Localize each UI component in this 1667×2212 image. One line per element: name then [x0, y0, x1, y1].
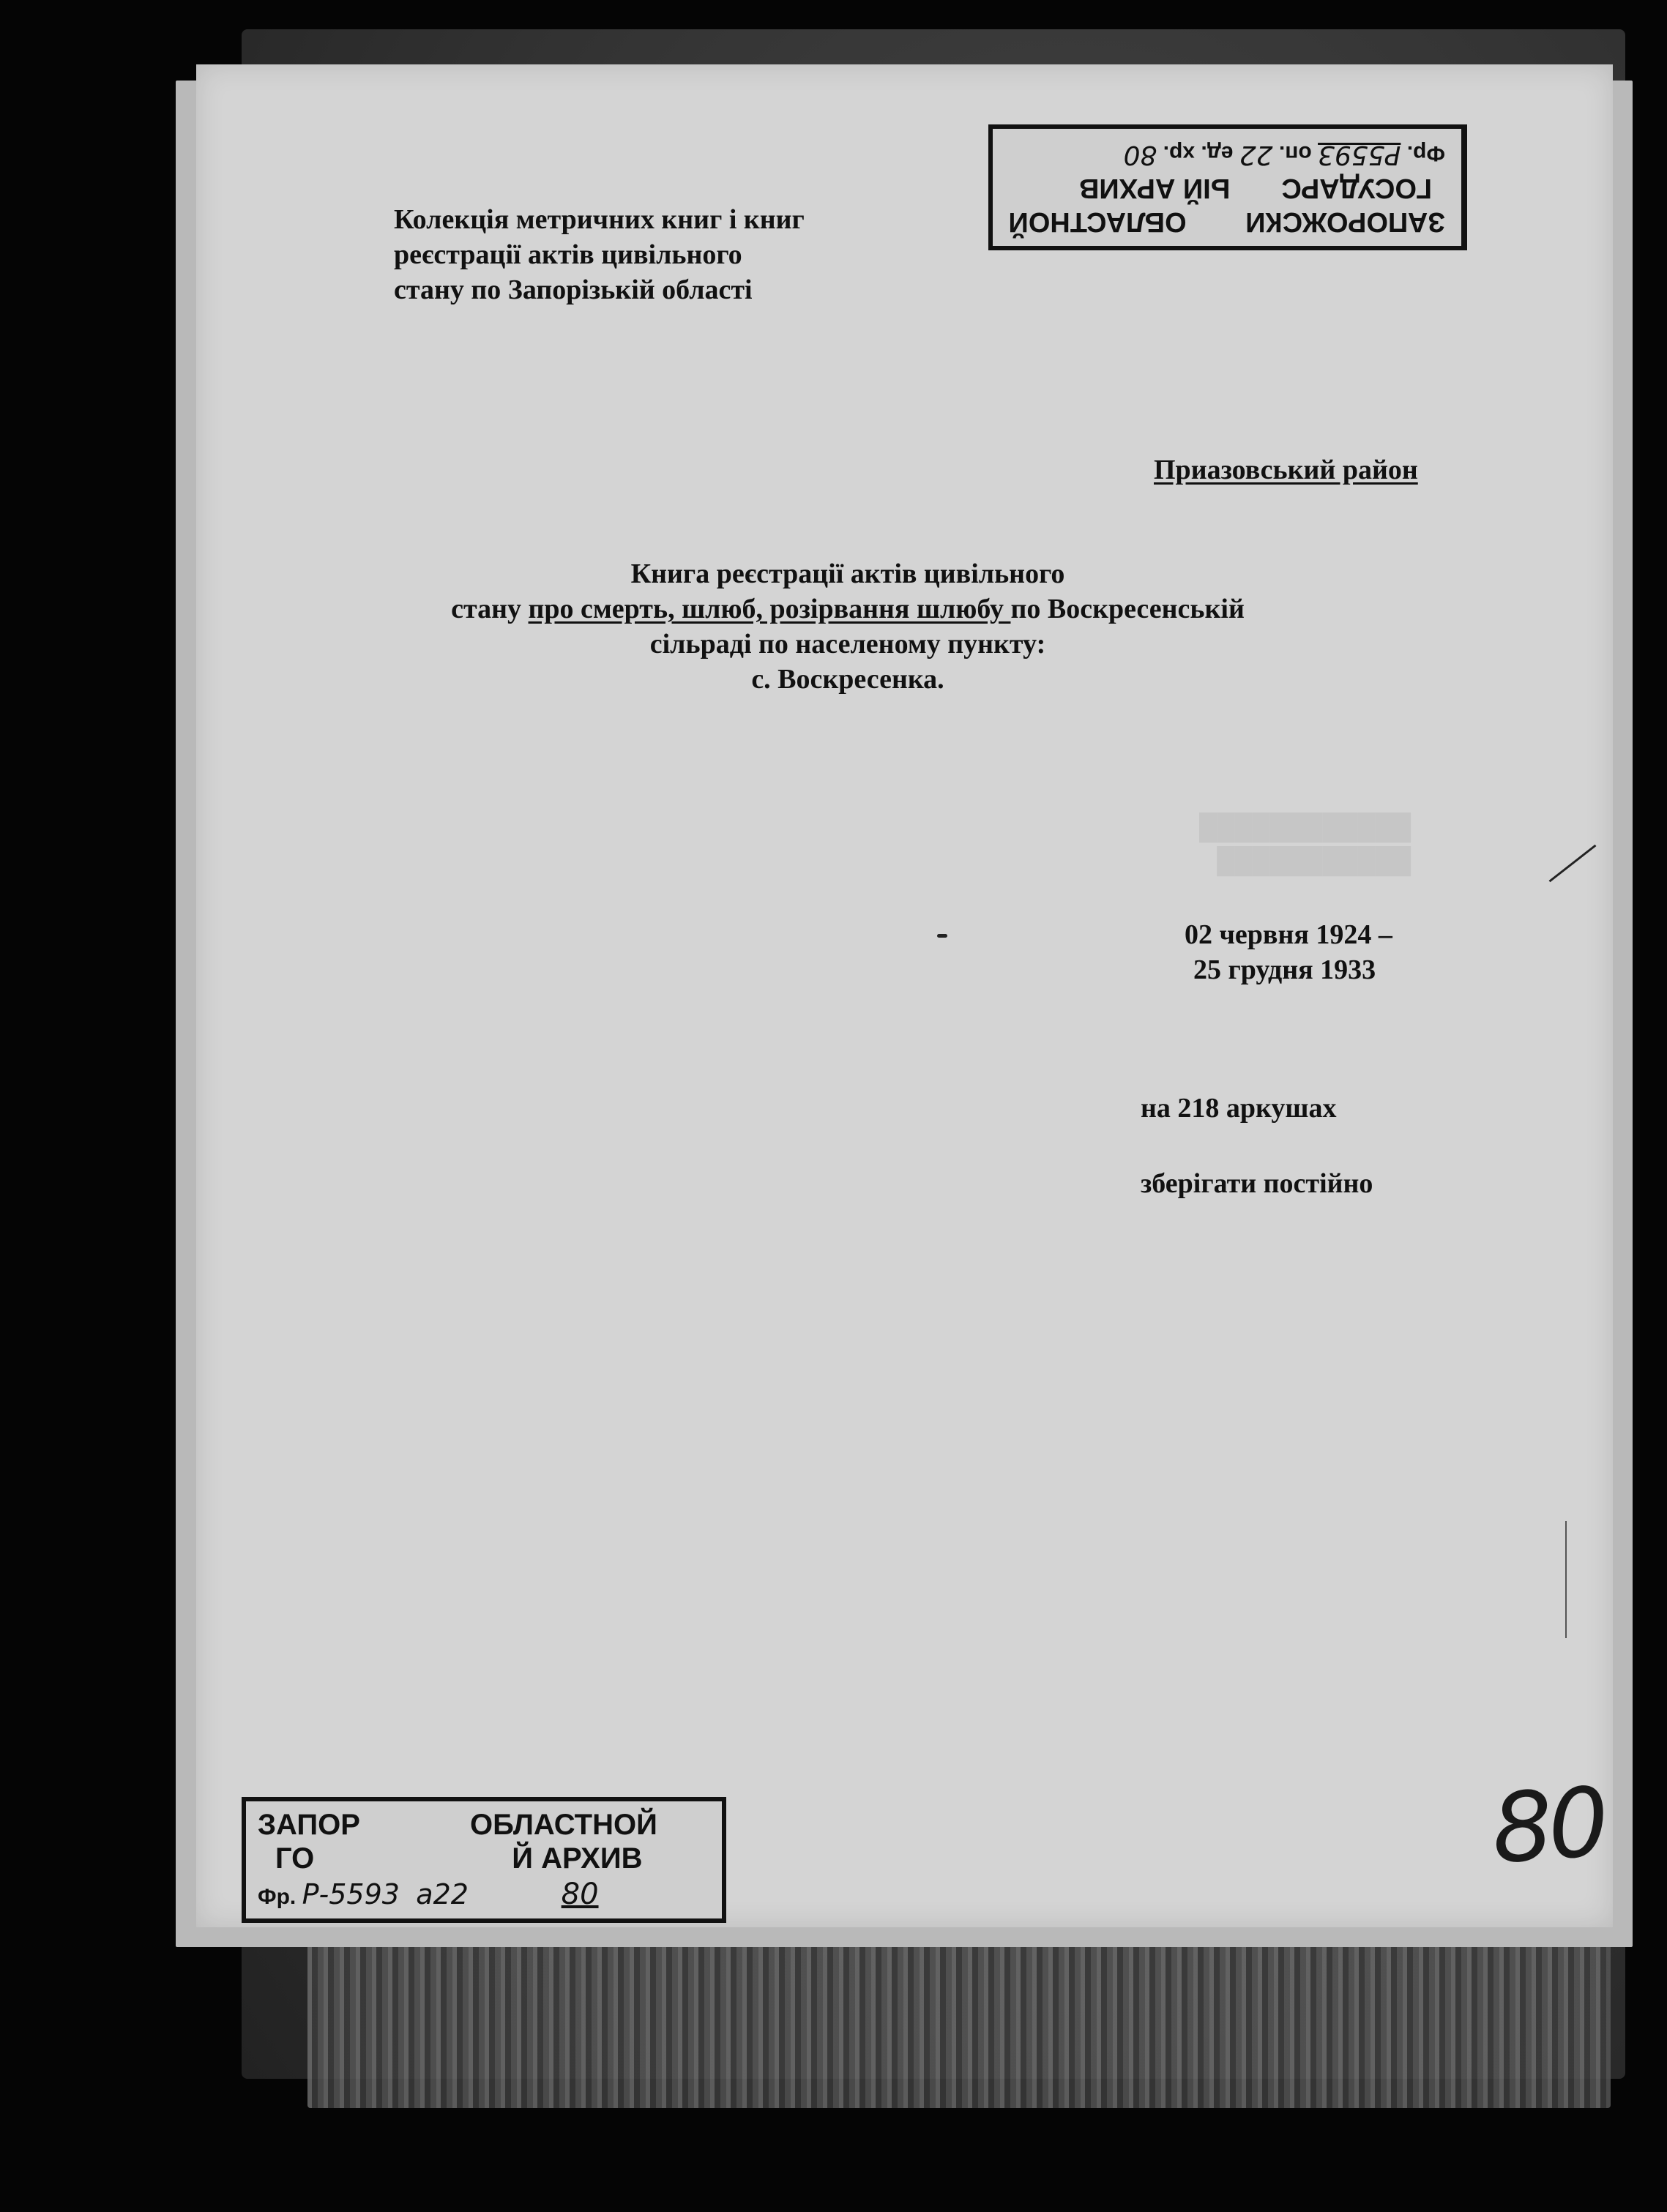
archive-stamp-top — [988, 124, 1467, 250]
sheet-count: на 218 аркушах — [1141, 1093, 1337, 1124]
stamp-top-op-label: оп. — [1278, 141, 1312, 165]
stamp-bottom-line-1-end: ОБЛАСТНОЙ — [469, 1809, 657, 1841]
stamp-top-unit-value: 80 — [1123, 140, 1157, 170]
stamp-bottom-unit-value: 80 — [561, 1877, 599, 1911]
stamp-bottom-op-value: а22 — [416, 1878, 469, 1910]
stamp-bottom-line-2 — [275, 1842, 643, 1875]
stamp-bottom-fond-value: Р-5593 — [302, 1878, 400, 1910]
date-to: 25 грудня 1933 — [1193, 954, 1376, 985]
date-range — [1185, 917, 1392, 987]
book-title-line-2-start: стану — [451, 594, 529, 624]
date-from: 02 червня 1924 – — [1185, 919, 1392, 950]
scan-speck — [937, 934, 947, 938]
bleed-through-text: ████████████ ███████████ — [1199, 814, 1411, 875]
stamp-bottom-fond-label: Фр. — [258, 1885, 297, 1909]
stamp-bottom-line-1 — [258, 1809, 657, 1842]
stamp-bottom-line-2-start: ГО — [275, 1842, 315, 1875]
stamp-top-fond-label: Фр. — [1406, 141, 1445, 165]
book-title-record-types: про смерть, шлюб, розірвання шлюбу — [528, 594, 1011, 624]
scan-scratch — [1565, 1521, 1567, 1638]
folder-cover-edge — [307, 1932, 1611, 2108]
book-title-line-3: сільраді по населеному пункту: — [649, 629, 1046, 660]
retention-note: зберігати постійно — [1141, 1168, 1373, 1199]
stamp-top-fond-value: Р5593 — [1318, 140, 1401, 170]
district-name: Приазовський район — [1154, 455, 1418, 485]
stamp-top-line-2-end: ЫЙ АРХИВ — [1078, 173, 1231, 203]
book-title-line-4: с. Воскресенка. — [751, 664, 944, 695]
stamp-bottom-line-3 — [258, 1877, 599, 1911]
stamp-top-line-1-end: ОБЛАСТНОЙ — [1008, 206, 1195, 237]
stamp-top-unit-label: ед. хр. — [1163, 141, 1234, 165]
book-title — [394, 556, 1302, 697]
collection-line-2: реєстрації актів цивільного — [394, 239, 742, 270]
book-title-line-2-end: по Воскресенській — [1010, 594, 1245, 624]
collection-line-3: стану по Запорізькій області — [394, 274, 753, 305]
archive-stamp-bottom — [242, 1797, 726, 1923]
document-page — [196, 64, 1613, 1927]
stamp-top-op-value: 22 — [1239, 140, 1273, 170]
handwritten-number: 80 — [1488, 1766, 1608, 1886]
book-title-line-2 — [394, 591, 1302, 627]
scan-scratch — [1549, 845, 1597, 883]
collection-line-1: Колекція метричних книг і книг — [394, 204, 805, 235]
book-title-line-1: Книга реєстрації актів цивільного — [630, 558, 1065, 589]
stamp-top-line-2-start: ГОСУДАРС — [1281, 173, 1432, 203]
collection-heading — [394, 202, 805, 307]
stamp-top-line-2 — [1079, 172, 1432, 203]
stamp-top-line-3 — [1124, 140, 1445, 170]
stamp-top-line-1 — [1008, 206, 1445, 237]
stamp-top-line-1-start: ЗАПОРОЖСКИ — [1245, 206, 1445, 237]
stamp-bottom-line-2-end: Й АРХИВ — [512, 1842, 643, 1875]
stamp-bottom-line-1-start: ЗАПОР — [258, 1809, 360, 1841]
